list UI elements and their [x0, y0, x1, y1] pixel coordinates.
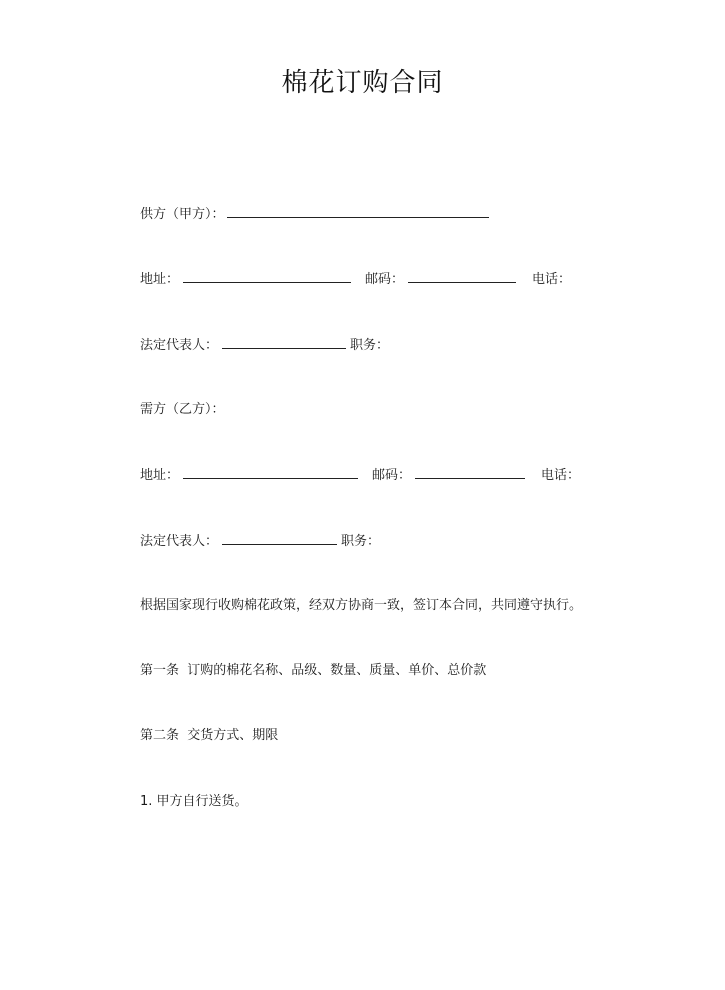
buyer-contact-line: [140, 466, 580, 485]
buyer-label: 需方（乙方）：: [140, 402, 225, 417]
supplier-phone-label: 电话：: [532, 272, 572, 287]
supplier-line: [140, 205, 493, 224]
supplier-address-blank: [183, 270, 351, 283]
preamble-paragraph: 根据国家现行收购棉花政策，经双方协商一致，签订本合同，共同遵守执行。: [140, 598, 583, 613]
buyer-rep-line: [140, 532, 380, 551]
supplier-label: 供方（甲方）：: [140, 207, 225, 222]
buyer-address-blank: [183, 466, 358, 479]
supplier-name-blank: [227, 205, 489, 218]
article-2-item-1: 1. 甲方自行送货。: [140, 794, 248, 809]
buyer-position-label: 职务：: [341, 534, 381, 549]
supplier-rep-blank: [222, 336, 346, 349]
supplier-postcode-label: 邮码：: [365, 272, 405, 287]
buyer-postcode-blank: [415, 466, 525, 479]
buyer-rep-label: 法定代表人：: [140, 534, 219, 549]
supplier-position-label: 职务：: [350, 338, 390, 353]
buyer-address-label: 地址：: [140, 468, 180, 483]
supplier-postcode-blank: [408, 270, 516, 283]
article-1-heading: 第一条 订购的棉花名称、品级、数量、质量、单价、总价款: [140, 663, 487, 678]
supplier-contact-line: [140, 270, 571, 289]
buyer-postcode-label: 邮码：: [372, 468, 412, 483]
article-2-heading: 第二条 交货方式、期限: [140, 728, 279, 743]
supplier-rep-line: [140, 336, 389, 355]
supplier-address-label: 地址：: [140, 272, 180, 287]
buyer-rep-blank: [222, 532, 337, 545]
buyer-line: [140, 401, 225, 419]
supplier-rep-label: 法定代表人：: [140, 338, 219, 353]
buyer-phone-label: 电话：: [541, 468, 581, 483]
document-title: 棉花订购合同: [281, 68, 444, 98]
